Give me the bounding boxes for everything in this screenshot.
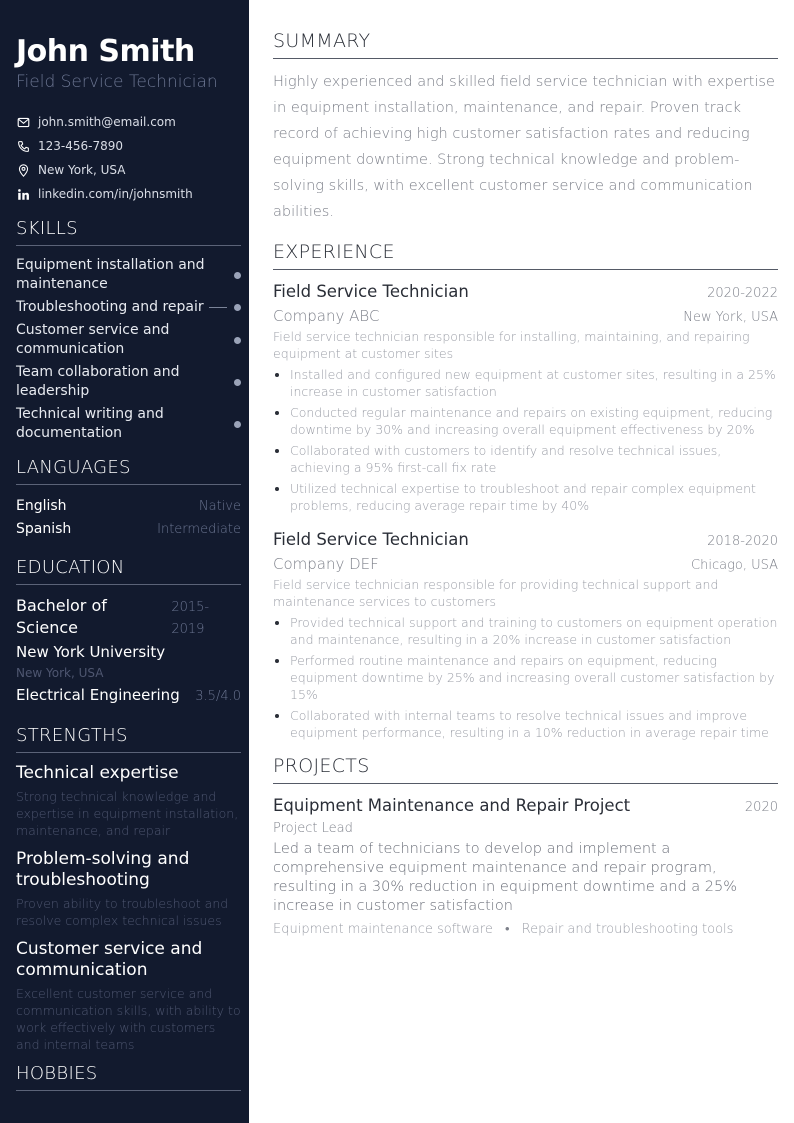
job-title-row — [273, 528, 778, 552]
experience-section — [273, 241, 778, 741]
project-item — [273, 794, 778, 940]
email-icon — [16, 115, 30, 129]
achievement-bullet: Collaborated with customers to identify and resolve technical issues, achieving a 95% first-call fix rate — [273, 442, 778, 476]
job-dates: 2020-2022 — [707, 286, 778, 301]
job-company: Company DEF — [273, 555, 379, 573]
education-degree: Bachelor of Science — [16, 596, 107, 637]
skills-heading: SKILLS — [16, 218, 241, 246]
candidate-role: Field Service Technician — [16, 72, 218, 92]
skill-item — [16, 363, 241, 401]
language-item — [16, 518, 241, 541]
project-role: Project Lead — [273, 821, 353, 836]
job-company-row — [273, 304, 778, 328]
strengths-section — [16, 725, 241, 1053]
education-field-row — [16, 683, 241, 709]
experience-item — [273, 280, 778, 514]
contact-location-text: New York, USA — [38, 163, 126, 177]
languages-heading: LANGUAGES — [16, 457, 241, 485]
strengths-heading: STRENGTHS — [16, 725, 241, 753]
skill-label: Customer service and communication — [16, 322, 170, 357]
contact-phone[interactable] — [16, 134, 241, 158]
job-description: Field service technician responsible for installing, maintaining, and repairing equipment at customer sites — [273, 329, 750, 361]
skill-item — [16, 321, 241, 359]
achievement-bullet: Conducted regular maintenance and repairs on existing equipment, reducing downtime by 30% and increasing overall equipment effectiveness by 20% — [273, 404, 778, 438]
job-title: Field Service Technician — [273, 282, 469, 301]
contact-email[interactable] — [16, 110, 241, 134]
education-location: New York, USA — [16, 666, 104, 680]
achievement-bullet: Installed and configured new equipment at customer sites, resulting in a 25% increase in customer satisfaction — [273, 366, 778, 400]
language-level: Native — [198, 499, 241, 514]
language-item — [16, 495, 241, 518]
summary-text: Highly experienced and skilled field service technician with expertise in equipment installation, maintenance, and repair. Proven track record of achieving high customer satisfaction rates and reducing equipment downtime. Strong technical knowledge and problem-solving skills, with excellent customer service and communication abilities. — [273, 74, 775, 220]
language-level: Intermediate — [157, 522, 241, 537]
job-description: Field service technician responsible for providing technical support and maintenance services to customers — [273, 577, 719, 609]
sidebar — [0, 0, 249, 1123]
job-location: New York, USA — [683, 310, 778, 325]
project-description: Led a team of technicians to develop and implement a comprehensive equipment maintenance and repair program, resulting in a 30% reduction in equipment downtime and a 25% increase in customer satisfaction — [273, 841, 738, 914]
contact-linkedin[interactable] — [16, 182, 241, 206]
job-company-row — [273, 552, 778, 576]
education-dates: 2015-2019 — [171, 600, 210, 637]
strength-title: Problem-solving and troubleshooting — [16, 849, 190, 890]
language-name: Spanish — [16, 521, 72, 537]
achievement-bullet: Provided technical support and training to customers on equipment operation and maintenance, resulting in a 20% increase in customer satisfaction — [273, 614, 778, 648]
achievement-bullet: Collaborated with internal teams to resolve technical issues and improve equipment performance, resulting in a 10% reduction in average repair time — [273, 707, 778, 741]
languages-section — [16, 457, 241, 541]
job-title-row — [273, 280, 778, 304]
contact-location — [16, 158, 241, 182]
skill-level-dot — [234, 272, 241, 279]
job-location: Chicago, USA — [691, 558, 778, 573]
contact-list — [16, 110, 241, 206]
strength-description: Strong technical knowledge and expertise in equipment installation, maintenance, and repair — [16, 789, 239, 838]
strength-item — [16, 763, 241, 839]
candidate-name: John Smith — [16, 34, 195, 69]
education-degree-row — [16, 595, 241, 641]
education-field: Electrical Engineering — [16, 686, 180, 704]
project-tags — [273, 920, 778, 940]
strength-title: Customer service and communication — [16, 939, 203, 980]
projects-section — [273, 755, 778, 940]
experience-item — [273, 528, 778, 741]
job-dates: 2018-2020 — [707, 534, 778, 549]
education-heading: EDUCATION — [16, 557, 241, 585]
skill-level-dot — [234, 421, 241, 428]
location-icon — [16, 163, 30, 177]
job-achievements — [273, 614, 778, 741]
hobbies-heading: HOBBIES — [16, 1063, 241, 1091]
strength-item — [16, 849, 241, 929]
skill-label: Technical writing and documentation — [16, 406, 164, 441]
skill-item — [16, 405, 241, 443]
skill-level-line — [209, 307, 227, 308]
phone-icon — [16, 139, 30, 153]
main-content — [273, 30, 778, 940]
language-name: English — [16, 498, 67, 514]
tag-separator: • — [504, 922, 510, 937]
skill-label: Troubleshooting and repair — [16, 299, 204, 315]
skill-level-dot — [234, 379, 241, 386]
job-company: Company ABC — [273, 307, 380, 325]
experience-heading: EXPERIENCE — [273, 241, 778, 270]
skill-level-dot — [234, 304, 241, 311]
summary-section — [273, 30, 778, 225]
job-achievements — [273, 366, 778, 514]
project-title: Equipment Maintenance and Repair Project — [273, 796, 631, 815]
linkedin-icon — [16, 187, 30, 201]
contact-linkedin-text: linkedin.com/in/johnsmith — [38, 187, 193, 201]
project-tag: Equipment maintenance software — [273, 922, 493, 937]
skill-label: Equipment installation and maintenance — [16, 257, 205, 292]
skill-label: Team collaboration and leadership — [16, 364, 180, 399]
project-year: 2020 — [744, 800, 778, 815]
achievement-bullet: Utilized technical expertise to troubleshoot and repair complex equipment problems, reducing average repair time by 40% — [273, 480, 778, 514]
skill-item — [16, 298, 241, 317]
job-title: Field Service Technician — [273, 530, 469, 549]
skill-level-dot — [234, 337, 241, 344]
strength-description: Proven ability to troubleshoot and resolve complex technical issues — [16, 896, 229, 928]
strength-description: Excellent customer service and communication skills, with ability to work effectively with customers and internal teams — [16, 986, 241, 1052]
strength-title: Technical expertise — [16, 763, 179, 783]
education-section — [16, 557, 241, 709]
project-title-row — [273, 794, 778, 818]
achievement-bullet: Performed routine maintenance and repairs on equipment, reducing equipment downtime by 25% and increasing overall customer satisfaction by 15% — [273, 652, 778, 703]
strength-item — [16, 939, 241, 1053]
contact-email-text: john.smith@email.com — [38, 115, 176, 129]
hobbies-section — [16, 1063, 241, 1091]
contact-phone-text: 123-456-7890 — [38, 139, 124, 153]
education-gpa: 3.5/4.0 — [195, 689, 241, 704]
skills-section — [16, 218, 241, 443]
projects-heading: PROJECTS — [273, 755, 778, 784]
skill-item — [16, 256, 241, 294]
education-school: New York University — [16, 643, 166, 661]
summary-heading: SUMMARY — [273, 30, 778, 59]
project-tag: Repair and troubleshooting tools — [521, 922, 734, 937]
